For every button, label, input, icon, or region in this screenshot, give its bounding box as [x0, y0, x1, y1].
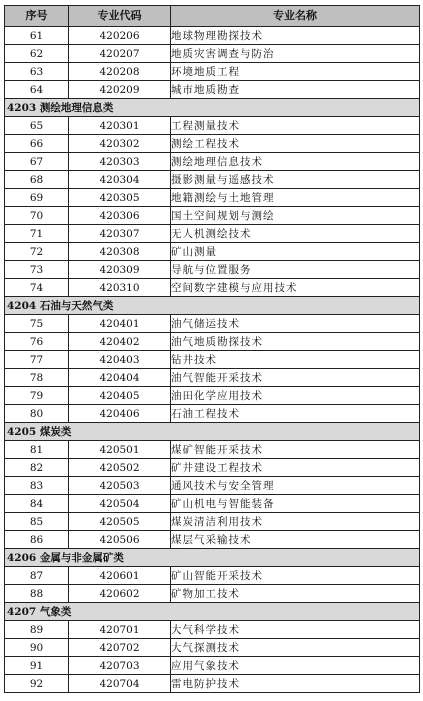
cell-code: 420601 — [69, 567, 171, 585]
table-row — [5, 117, 420, 135]
cell-name: 矿山智能开采技术 — [171, 567, 420, 585]
cell-code: 420209 — [69, 81, 171, 99]
cell-code: 420502 — [69, 459, 171, 477]
cell-no: 67 — [5, 153, 69, 171]
cell-no: 65 — [5, 117, 69, 135]
cell-code: 420406 — [69, 405, 171, 423]
cell-name: 地籍测绘与土地管理 — [171, 189, 420, 207]
cell-code: 420506 — [69, 531, 171, 549]
table-row — [5, 585, 420, 603]
table-row — [5, 261, 420, 279]
cell-no: 74 — [5, 279, 69, 297]
cell-name: 城市地质勘查 — [171, 81, 420, 99]
category-label: 4207 气象类 — [5, 603, 420, 621]
table-row — [5, 27, 420, 45]
cell-name: 矿物加工技术 — [171, 585, 420, 603]
category-row — [5, 423, 420, 441]
cell-name: 煤炭清洁利用技术 — [171, 513, 420, 531]
category-label: 4205 煤炭类 — [5, 423, 420, 441]
category-row — [5, 549, 420, 567]
table-row — [5, 405, 420, 423]
cell-no: 82 — [5, 459, 69, 477]
cell-code: 420301 — [69, 117, 171, 135]
table-row — [5, 135, 420, 153]
cell-code: 420206 — [69, 27, 171, 45]
category-row — [5, 99, 420, 117]
cell-no: 75 — [5, 315, 69, 333]
cell-name: 大气探测技术 — [171, 639, 420, 657]
category-row — [5, 603, 420, 621]
table-row — [5, 657, 420, 675]
cell-no: 73 — [5, 261, 69, 279]
cell-no: 77 — [5, 351, 69, 369]
cell-code: 420703 — [69, 657, 171, 675]
cell-name: 矿山测量 — [171, 243, 420, 261]
cell-code: 420207 — [69, 45, 171, 63]
cell-no: 78 — [5, 369, 69, 387]
cell-no: 66 — [5, 135, 69, 153]
table-row — [5, 63, 420, 81]
table-row — [5, 675, 420, 693]
cell-name: 地质灾害调查与防治 — [171, 45, 420, 63]
cell-no: 92 — [5, 675, 69, 693]
cell-no: 72 — [5, 243, 69, 261]
table-row — [5, 351, 420, 369]
cell-code: 420505 — [69, 513, 171, 531]
cell-no: 79 — [5, 387, 69, 405]
cell-code: 420702 — [69, 639, 171, 657]
table-row — [5, 513, 420, 531]
cell-no: 85 — [5, 513, 69, 531]
table-row — [5, 639, 420, 657]
cell-name: 工程测量技术 — [171, 117, 420, 135]
table-row — [5, 153, 420, 171]
cell-name: 环境地质工程 — [171, 63, 420, 81]
cell-name: 油气智能开采技术 — [171, 369, 420, 387]
cell-no: 76 — [5, 333, 69, 351]
table-row — [5, 189, 420, 207]
cell-no: 64 — [5, 81, 69, 99]
table-row — [5, 621, 420, 639]
cell-name: 地球物理勘探技术 — [171, 27, 420, 45]
cell-name: 摄影测量与遥感技术 — [171, 171, 420, 189]
cell-name: 雷电防护技术 — [171, 675, 420, 693]
category-label: 4204 石油与天然气类 — [5, 297, 420, 315]
cell-name: 油气地质勘探技术 — [171, 333, 420, 351]
cell-code: 420304 — [69, 171, 171, 189]
category-label: 4203 测绘地理信息类 — [5, 99, 420, 117]
cell-code: 420401 — [69, 315, 171, 333]
cell-name: 应用气象技术 — [171, 657, 420, 675]
table-row — [5, 495, 420, 513]
cell-code: 420704 — [69, 675, 171, 693]
table-row — [5, 279, 420, 297]
table-row — [5, 477, 420, 495]
cell-code: 420501 — [69, 441, 171, 459]
cell-code: 420305 — [69, 189, 171, 207]
cell-name: 通风技术与安全管理 — [171, 477, 420, 495]
table-row — [5, 369, 420, 387]
cell-code: 420309 — [69, 261, 171, 279]
cell-name: 无人机测绘技术 — [171, 225, 420, 243]
cell-code: 420308 — [69, 243, 171, 261]
table-row — [5, 333, 420, 351]
cell-code: 420306 — [69, 207, 171, 225]
cell-code: 420307 — [69, 225, 171, 243]
table-header-row — [5, 6, 420, 27]
table-row — [5, 387, 420, 405]
cell-no: 70 — [5, 207, 69, 225]
cell-no: 80 — [5, 405, 69, 423]
cell-code: 420403 — [69, 351, 171, 369]
cell-code: 420503 — [69, 477, 171, 495]
cell-no: 86 — [5, 531, 69, 549]
cell-no: 69 — [5, 189, 69, 207]
table-row — [5, 531, 420, 549]
cell-no: 89 — [5, 621, 69, 639]
cell-name: 导航与位置服务 — [171, 261, 420, 279]
cell-name: 矿井建设工程技术 — [171, 459, 420, 477]
cell-no: 84 — [5, 495, 69, 513]
table-row — [5, 81, 420, 99]
cell-no: 87 — [5, 567, 69, 585]
cell-no: 88 — [5, 585, 69, 603]
cell-code: 420504 — [69, 495, 171, 513]
table-row — [5, 171, 420, 189]
cell-code: 420405 — [69, 387, 171, 405]
header-name: 专业名称 — [171, 6, 420, 27]
cell-name: 油田化学应用技术 — [171, 387, 420, 405]
cell-no: 71 — [5, 225, 69, 243]
cell-no: 62 — [5, 45, 69, 63]
cell-name: 钻井技术 — [171, 351, 420, 369]
category-row — [5, 297, 420, 315]
cell-code: 420302 — [69, 135, 171, 153]
table-row — [5, 243, 420, 261]
header-code: 专业代码 — [69, 6, 171, 27]
cell-name: 煤层气采输技术 — [171, 531, 420, 549]
cell-name: 矿山机电与智能装备 — [171, 495, 420, 513]
cell-no: 61 — [5, 27, 69, 45]
table-row — [5, 567, 420, 585]
cell-no: 83 — [5, 477, 69, 495]
cell-code: 420208 — [69, 63, 171, 81]
table-row — [5, 441, 420, 459]
cell-no: 90 — [5, 639, 69, 657]
cell-name: 油气储运技术 — [171, 315, 420, 333]
cell-name: 大气科学技术 — [171, 621, 420, 639]
cell-code: 420602 — [69, 585, 171, 603]
cell-name: 国土空间规划与测绘 — [171, 207, 420, 225]
table-row — [5, 459, 420, 477]
cell-name: 石油工程技术 — [171, 405, 420, 423]
cell-no: 63 — [5, 63, 69, 81]
cell-no: 91 — [5, 657, 69, 675]
table-row — [5, 315, 420, 333]
cell-name: 煤矿智能开采技术 — [171, 441, 420, 459]
cell-name: 测绘工程技术 — [171, 135, 420, 153]
cell-name: 空间数字建模与应用技术 — [171, 279, 420, 297]
cell-name: 测绘地理信息技术 — [171, 153, 420, 171]
cell-code: 420701 — [69, 621, 171, 639]
header-no: 序号 — [5, 6, 69, 27]
cell-code: 420404 — [69, 369, 171, 387]
category-label: 4206 金属与非金属矿类 — [5, 549, 420, 567]
cell-code: 420303 — [69, 153, 171, 171]
cell-code: 420310 — [69, 279, 171, 297]
cell-code: 420402 — [69, 333, 171, 351]
table-body — [5, 27, 420, 693]
cell-no: 68 — [5, 171, 69, 189]
table-row — [5, 225, 420, 243]
cell-no: 81 — [5, 441, 69, 459]
table-row — [5, 45, 420, 63]
table-row — [5, 207, 420, 225]
major-catalog-table — [4, 5, 420, 693]
